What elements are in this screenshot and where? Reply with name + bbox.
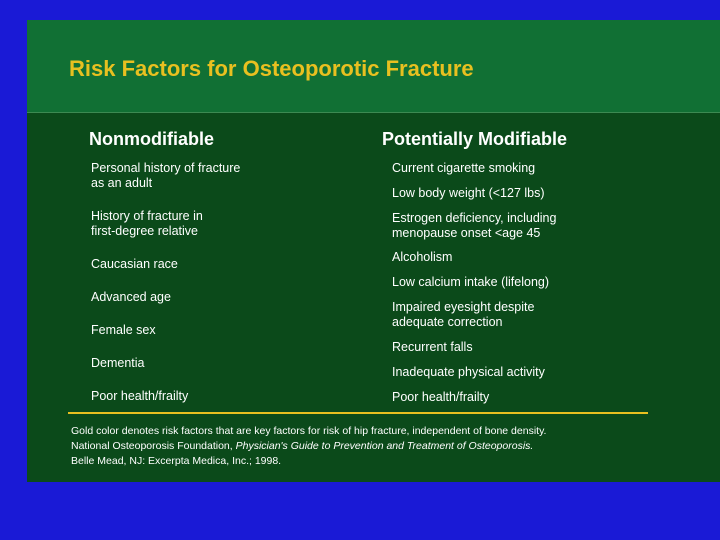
list-item: Impaired eyesight despite adequate correction xyxy=(392,300,535,329)
gold-divider xyxy=(68,412,648,414)
list-item: Low body weight (<127 lbs) xyxy=(392,186,545,200)
list-item: Advanced age xyxy=(91,290,171,304)
list-item: Low calcium intake (lifelong) xyxy=(392,275,550,289)
list-item: Estrogen deficiency, including menopause onset <age 45 xyxy=(392,211,557,240)
footnote-line-3: Belle Mead, NJ: Excerpta Medica, Inc.; 1998. xyxy=(71,455,282,467)
slide xyxy=(27,20,720,482)
nonmodifiable-heading: Nonmodifiable xyxy=(89,129,214,149)
list-item: Recurrent falls xyxy=(392,340,473,354)
list-item: History of fracture in first-degree relative xyxy=(91,209,203,238)
list-item: Poor health/frailty xyxy=(392,390,490,404)
list-item: Inadequate physical activity xyxy=(392,365,545,379)
footnote-source: National Osteoporosis Foundation, xyxy=(71,440,236,452)
list-item: Poor health/frailty xyxy=(91,389,189,403)
footnote-line-2 xyxy=(71,440,533,453)
footnote-line-1: Gold color denotes risk factors that are key factors for risk of hip fracture, independent of bone density. xyxy=(71,425,547,437)
footnote-book-title: Physician's Guide to Prevention and Treatment of Osteoporosis. xyxy=(235,440,534,452)
title-band xyxy=(27,20,720,113)
modifiable-heading: Potentially Modifiable xyxy=(382,129,568,149)
list-item: Dementia xyxy=(91,356,145,370)
list-item: Personal history of fracture as an adult xyxy=(91,161,241,190)
list-item: Alcoholism xyxy=(392,250,453,264)
slide-title: Risk Factors for Osteoporotic Fracture xyxy=(69,56,474,81)
list-item: Caucasian race xyxy=(91,257,178,271)
list-item: Female sex xyxy=(91,323,156,337)
list-item: Current cigarette smoking xyxy=(392,161,536,175)
